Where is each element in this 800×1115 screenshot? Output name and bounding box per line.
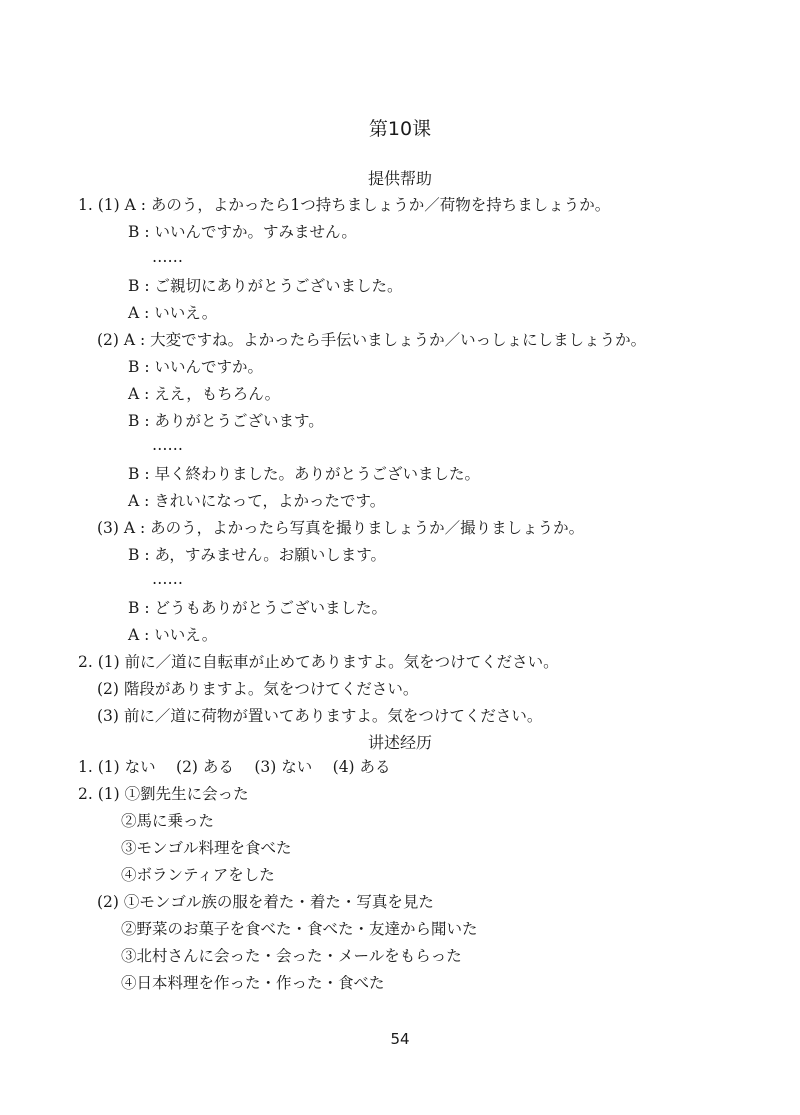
answer-line: A : いいえ。 <box>128 304 218 322</box>
answer-line: A : きれいになって，よかったです。 <box>128 492 386 510</box>
answer-line: (2) 階段がありますよ。気をつけてください。 <box>97 680 419 698</box>
ellipsis-line: …… <box>152 570 183 588</box>
answer-line: 1. (1) ない (2) ある (3) ない (4) ある <box>78 758 391 776</box>
answer-line: ②野菜のお菓子を食べた・食べた・友達から聞いた <box>121 920 478 938</box>
section-heading-offering-help: 提供帮助 <box>367 169 432 188</box>
answer-line: 2. (1) ①劉先生に会った <box>78 785 249 803</box>
answer-line: ③北村さんに会った・会った・メールをもらった <box>121 947 462 965</box>
section-heading-narrating-experience: 讲述经历 <box>367 733 432 752</box>
lesson-title: 第10课 <box>368 118 432 140</box>
answer-line: B : ご親切にありがとうございました。 <box>128 277 403 295</box>
answer-line: A : いいえ。 <box>128 626 218 644</box>
answer-line: 1. (1) A : あのう，よかったら1つ持ちましょうか／荷物を持ちましょうか。 <box>78 196 611 214</box>
answer-line: B : いいんですか。 <box>128 358 263 376</box>
ellipsis-line: …… <box>152 436 183 454</box>
answer-line: (2) ①モンゴル族の服を着た・着た・写真を見た <box>97 893 434 911</box>
page-number: 54 <box>390 1030 410 1048</box>
answer-line: ④ボランティアをした <box>121 866 275 884</box>
answer-line: B : いいんですか。すみません。 <box>128 223 357 241</box>
answer-line: B : どうもありがとうございました。 <box>128 599 387 617</box>
answer-line: B : 早く終わりました。ありがとうございました。 <box>128 465 480 483</box>
answer-line: B : ありがとうございます。 <box>128 412 324 430</box>
answer-line: ③モンゴル料理を食べた <box>121 839 292 857</box>
answer-line: (2) A : 大変ですね。よかったら手伝いましょうか／いっしょにしましょうか。 <box>97 331 647 349</box>
answer-line: 2. (1) 前に／道に自転車が止めてありますよ。気をつけてください。 <box>78 653 559 671</box>
ellipsis-line: …… <box>152 248 183 266</box>
answer-line: A : ええ，もちろん。 <box>128 385 281 403</box>
answer-line: (3) A : あのう，よかったら写真を撮りましょうか／撮りましょうか。 <box>97 519 585 537</box>
answer-line: (3) 前に／道に荷物が置いてありますよ。気をつけてください。 <box>97 707 543 725</box>
answer-line: B : あ，すみません。お願いします。 <box>128 546 387 564</box>
answer-line: ②馬に乗った <box>121 812 215 830</box>
answer-line: ④日本料理を作った・作った・食べた <box>121 974 385 992</box>
